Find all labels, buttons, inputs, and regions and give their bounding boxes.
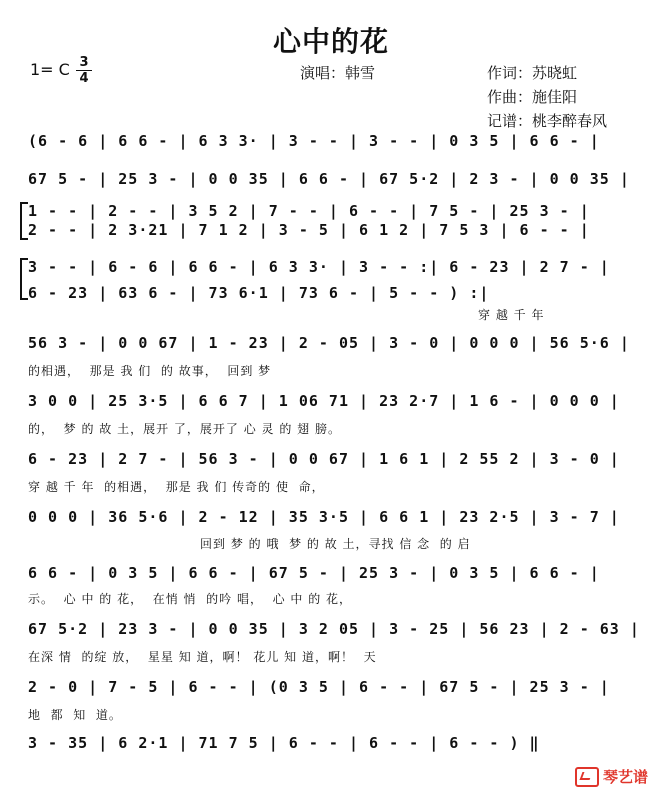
composer-credit: 作曲：施佳阳 xyxy=(487,88,578,106)
time-signature-top: 3 xyxy=(79,55,89,70)
lyrics-line: 地 都 知 道。 xyxy=(28,708,122,722)
system-brace xyxy=(20,258,28,300)
notation-line: 6 - 23 | 2 7 - | 56 3 - | 0 0 67 | 1 6 1 | 2 55 2 | 3 - 0 | xyxy=(28,450,620,468)
lyricist-credit: 作词：苏晓虹 xyxy=(487,64,578,82)
site-logo xyxy=(575,766,648,787)
notation-line: 3 - 35 | 6 2·1 | 71 7 5 | 6 - - | 6 - - | 6 - - ) ‖ xyxy=(28,734,540,752)
transcriber-credit: 记谱：桃李醉春风 xyxy=(487,112,608,130)
lyrics-line: 的， 梦 的 故 土，展开 了，展开了 心 灵 的 翅 膀。 xyxy=(28,422,341,436)
notation-line: 3 - - | 6 - 6 | 6 6 - | 6 3 3· | 3 - - :| 6 - 23 | 2 7 - | xyxy=(28,258,610,276)
page-title: 心中的花 xyxy=(272,25,389,58)
notation-line: 67 5·2 | 23 3 - | 0 0 35 | 3 2 05 | 3 - 25 | 56 23 | 2 - 63 | xyxy=(28,620,640,638)
lyrics-line: 在深 情 的绽 放， 星星 知 道，啊！ 花儿 知 道，啊！ 天 xyxy=(28,650,377,664)
logo-mark-icon xyxy=(575,767,599,787)
notation-line: 2 - - | 2 3·21 | 7 1 2 | 3 - 5 | 6 1 2 | 7 5 3 | 6 - - | xyxy=(28,221,590,239)
lyrics-line: 回到 梦 的 哦 梦 的 故 土，寻找 信 念 的 启 xyxy=(200,537,471,551)
notation-line: 1 - - | 2 - - | 3 5 2 | 7 - - | 6 - - | 7 5 - | 25 3 - | xyxy=(28,202,590,220)
notation-line: 6 - 23 | 63 6 - | 73 6·1 | 73 6 - | 5 - - ) :| xyxy=(28,284,490,302)
lyrics-line: 穿 越 千 年 的相遇， 那是 我 们 传奇的 使 命， xyxy=(28,480,325,494)
notation-line: (6 - 6 | 6 6 - | 6 3 3· | 3 - - | 3 - - | 0 3 5 | 6 6 - | xyxy=(28,132,600,150)
system-brace xyxy=(20,202,28,240)
notation-line: 56 3 - | 0 0 67 | 1 - 23 | 2 - 05 | 3 - 0 | 0 0 0 | 56 5·6 | xyxy=(28,334,630,352)
singer-credit: 演唱：韩雪 xyxy=(300,64,376,82)
notation-line: 3 0 0 | 25 3·5 | 6 6 7 | 1 06 71 | 23 2·7 | 1 6 - | 0 0 0 | xyxy=(28,392,620,410)
notation-line: 2 - 0 | 7 - 5 | 6 - - | (0 3 5 | 6 - - | 67 5 - | 25 3 - | xyxy=(28,678,610,696)
logo-text: 琴艺谱 xyxy=(602,768,648,786)
time-signature-bottom: 4 xyxy=(79,71,89,86)
notation-line: 6 6 - | 0 3 5 | 6 6 - | 67 5 - | 25 3 - | 0 3 5 | 6 6 - | xyxy=(28,564,600,582)
lyrics-line: 示。 心 中 的 花， 在悄 悄 的吟 唱， 心 中 的 花， xyxy=(28,592,353,606)
key-signature: 1= C xyxy=(30,60,70,79)
time-signature xyxy=(76,56,92,85)
lyrics-line: 穿 越 千 年 xyxy=(478,308,545,322)
notation-line: 67 5 - | 25 3 - | 0 0 35 | 6 6 - | 67 5·2 | 2 3 - | 0 0 35 | xyxy=(28,170,630,188)
lyrics-line: 的相遇， 那是 我 们 的 故事， 回到 梦 xyxy=(28,364,272,378)
notation-line: 0 0 0 | 36 5·6 | 2 - 12 | 35 3·5 | 6 6 1 | 23 2·5 | 3 - 7 | xyxy=(28,508,620,526)
